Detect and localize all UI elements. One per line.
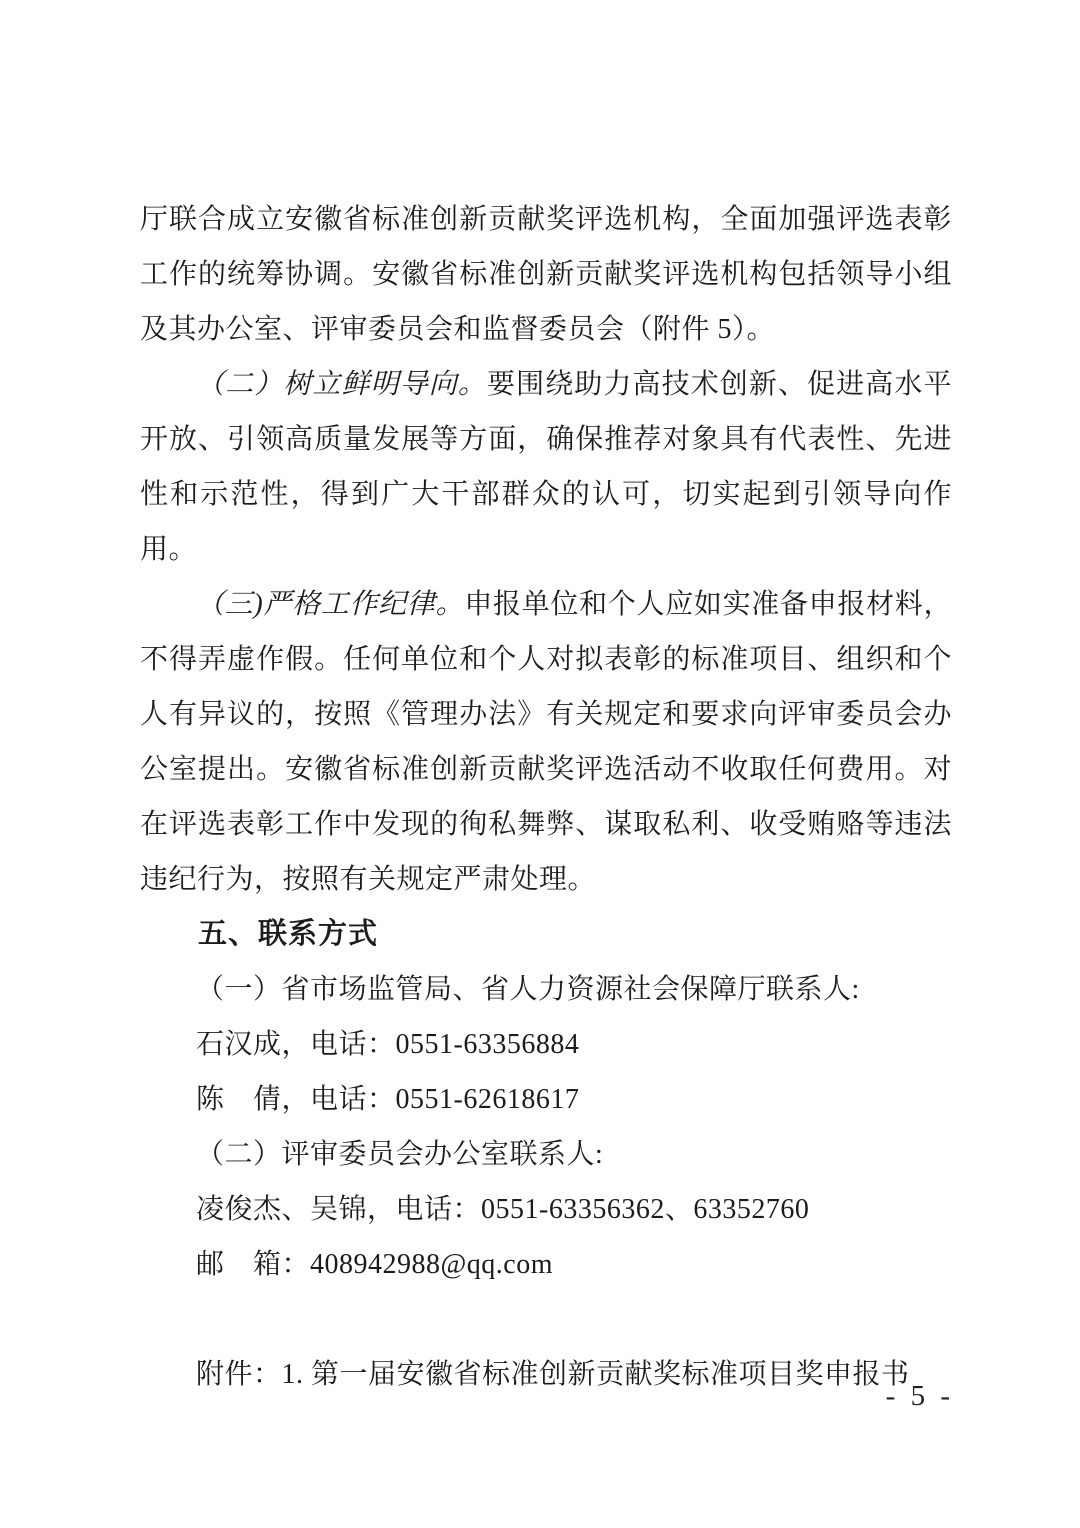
attachment-line bbox=[140, 1347, 952, 1402]
paragraph-lead-emphasis: （三)严格工作纪律。 bbox=[196, 589, 465, 620]
section-heading-contact: 五、联系方式 bbox=[198, 918, 379, 950]
contact-group2-label: （二）评审委员会办公室联系人: bbox=[196, 1139, 604, 1170]
body-paragraph-item3 bbox=[140, 577, 952, 907]
body-paragraph-item2 bbox=[140, 357, 952, 577]
contact-group1-label: （一）省市场监管局、省人力资源社会保障厅联系人: bbox=[196, 974, 860, 1005]
paragraph-text: 要围绕助力高技术创新、促进高水平开放、引领高质量发展等方面，确保推荐对象具有代表性、先进性和示范性，得到广大干部群众的认可，切实起到引领导向作用。 bbox=[140, 369, 952, 565]
contact-line-person: 石汉成，电话：0551-63356884 bbox=[196, 1029, 580, 1060]
contact-line-email: 邮 箱：408942988@qq.com bbox=[196, 1249, 553, 1280]
document-body bbox=[140, 192, 952, 1402]
contact-line-person: 凌俊杰、吴锦，电话：0551-63356362、63352760 bbox=[196, 1194, 810, 1225]
attachment-item: 1. 第一届安徽省标准创新贡献奖标准项目奖申报书 bbox=[281, 1359, 910, 1390]
blank-line-spacer bbox=[140, 1292, 952, 1347]
paragraph-lead-emphasis: （二）树立鲜明导向。 bbox=[196, 369, 487, 400]
attachment-label: 附件： bbox=[196, 1359, 282, 1390]
body-paragraph-continuation: 厅联合成立安徽省标准创新贡献奖评选机构，全面加强评选表彰工作的统筹协调。安徽省标准创新贡献奖评选机构包括领导小组及其办公室、评审委员会和监督委员会（附件 5）。 bbox=[140, 204, 952, 345]
page-number: - 5 - bbox=[885, 1380, 954, 1412]
paragraph-text: 申报单位和个人应如实准备申报材料，不得弄虚作假。任何单位和个人对拟表彰的标准项目、组织和个人有异议的，按照《管理办法》有关规定和要求向评审委员会办公室提出。安徽省标准创新贡献奖评选活动不收取任何费用。对在评选表彰工作中发现的徇私舞弊、谋取私利、收受贿赂等违法违纪行为，按照有关规定严肃处理。 bbox=[140, 589, 952, 895]
contact-line-person: 陈 倩，电话：0551-62618617 bbox=[196, 1084, 580, 1115]
